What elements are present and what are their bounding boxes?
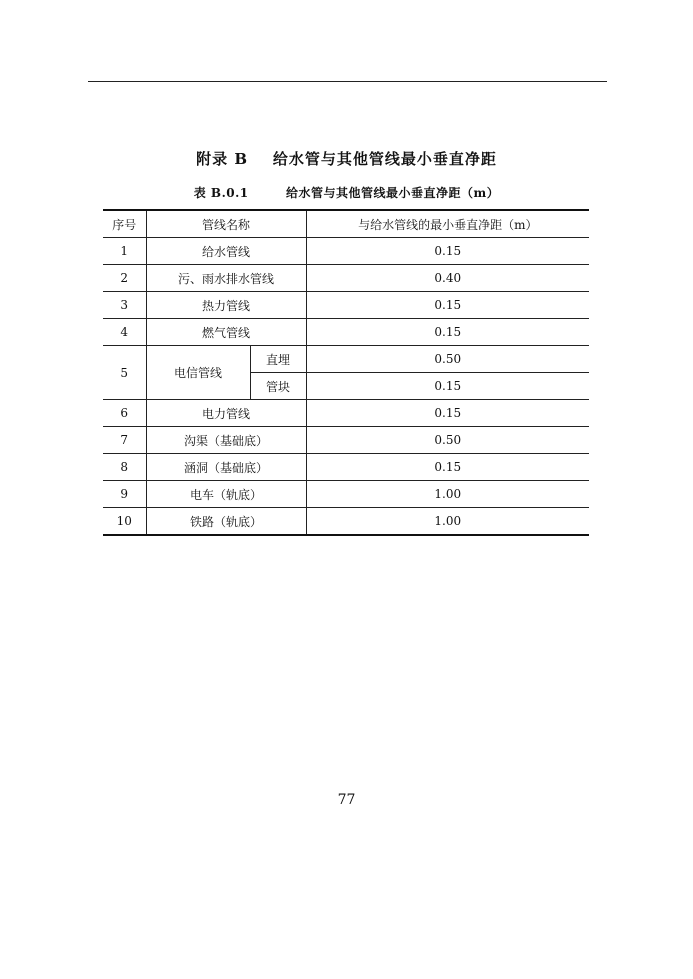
table-row: [103, 319, 589, 346]
row-value: 0.50: [306, 427, 589, 454]
row-name: 燃气管线: [146, 319, 306, 346]
table-row: [103, 454, 589, 481]
row-no: 2: [103, 265, 146, 292]
row-name: 铁路（轨底）: [146, 508, 306, 536]
table-caption: 表 B.0.1 给水管与其他管线最小垂直净距（m）: [193, 186, 500, 200]
row-value: 0.15: [306, 319, 589, 346]
header-clearance: 与给水管线的最小垂直净距（m）: [306, 210, 589, 238]
table-row: [103, 265, 589, 292]
row-name: 污、雨水排水管线: [146, 265, 306, 292]
row-subname: 管块: [250, 373, 306, 400]
row-no: 7: [103, 427, 146, 454]
row-value: 0.15: [306, 454, 589, 481]
row-name: 热力管线: [146, 292, 306, 319]
header-pipeline-name: 管线名称: [146, 210, 306, 238]
row-name: 电力管线: [146, 400, 306, 427]
row-no: 9: [103, 481, 146, 508]
row-no: 10: [103, 508, 146, 536]
table-row: [103, 346, 589, 373]
row-name: 涵洞（基础底）: [146, 454, 306, 481]
row-value: 0.15: [306, 373, 589, 400]
row-value: 0.15: [306, 400, 589, 427]
table-row: [103, 427, 589, 454]
row-no: 4: [103, 319, 146, 346]
table-row: [103, 508, 589, 536]
row-no: 1: [103, 238, 146, 265]
table-row: [103, 238, 589, 265]
table-row: [103, 400, 589, 427]
row-no: 5: [103, 346, 146, 400]
clearance-table: [103, 209, 589, 536]
row-no: 8: [103, 454, 146, 481]
page-number: 77: [337, 792, 356, 808]
header-rule: [88, 81, 607, 82]
row-no: 6: [103, 400, 146, 427]
row-value: 1.00: [306, 508, 589, 536]
row-name: 给水管线: [146, 238, 306, 265]
row-value: 1.00: [306, 481, 589, 508]
table-row: [103, 292, 589, 319]
appendix-title: 附录 B 给水管与其他管线最小垂直净距: [196, 150, 497, 168]
row-subname: 直埋: [250, 346, 306, 373]
row-value: 0.15: [306, 292, 589, 319]
row-name: 沟渠（基础底）: [146, 427, 306, 454]
row-name: 电车（轨底）: [146, 481, 306, 508]
row-value: 0.50: [306, 346, 589, 373]
row-name: 电信管线: [146, 346, 250, 400]
row-no: 3: [103, 292, 146, 319]
row-value: 0.40: [306, 265, 589, 292]
header-no: 序号: [103, 210, 146, 238]
row-value: 0.15: [306, 238, 589, 265]
table-header-row: [103, 210, 589, 238]
table-row: [103, 481, 589, 508]
